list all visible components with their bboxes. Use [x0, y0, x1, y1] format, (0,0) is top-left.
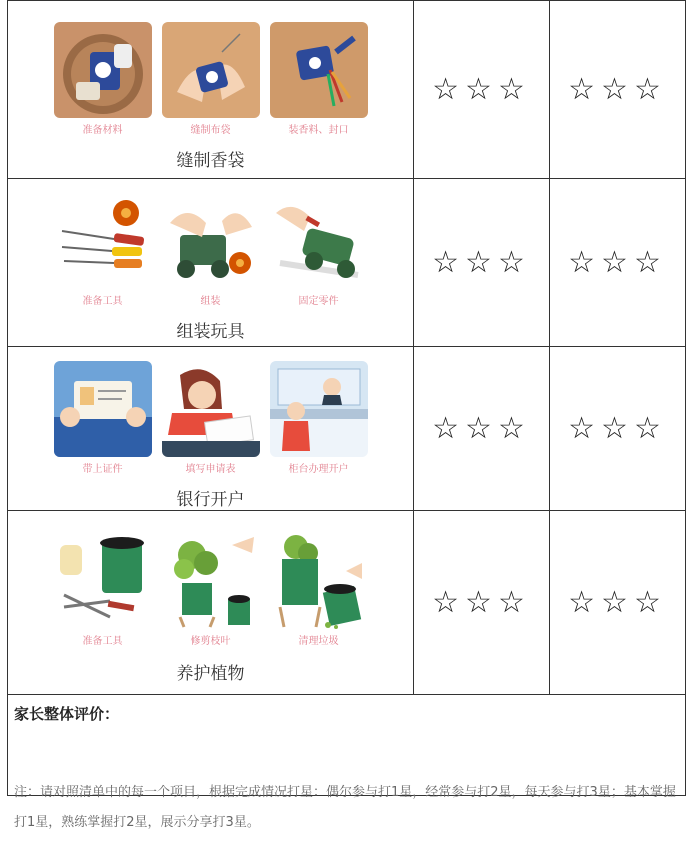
illustration-bank-counter: [270, 361, 368, 477]
star-rating[interactable]: ☆☆☆: [432, 245, 531, 280]
table-row: [8, 1, 686, 179]
illustration-bring-id: [54, 361, 152, 477]
task-title: 缝制香袋: [176, 151, 245, 171]
rating-cell-participation[interactable]: [414, 1, 550, 179]
star-rating[interactable]: ☆☆☆: [432, 585, 531, 620]
caption: 带上证件: [82, 464, 123, 475]
star-rating[interactable]: ☆☆☆: [568, 585, 667, 620]
footnote: 注：请对照清单中的每一个项目，根据完成情况打星：偶尔参与打1星，经常参与打2星，每天参与打3星；基本掌握打1星，熟练掌握打2星，展示分享打3星。: [14, 785, 676, 830]
caption: 填写申请表: [185, 464, 236, 475]
checklist-sheet: [7, 0, 684, 796]
rating-cell-participation[interactable]: [414, 511, 550, 695]
caption: 组装: [200, 296, 221, 307]
star-rating[interactable]: ☆☆☆: [568, 72, 667, 107]
caption: 准备材料: [82, 125, 123, 136]
caption: 固定零件: [298, 296, 339, 307]
caption: 清理垃圾: [298, 636, 339, 647]
task-title: 养护植物: [176, 664, 245, 684]
task-cell: [8, 511, 414, 695]
illustration-clean-up: [270, 533, 368, 649]
caption: 准备工具: [82, 636, 123, 647]
illustration-assemble: [162, 193, 260, 309]
star-rating[interactable]: ☆☆☆: [568, 245, 667, 280]
star-rating[interactable]: ☆☆☆: [568, 411, 667, 446]
illustration-gardening-tools: [54, 533, 152, 649]
illustration-sew-pouch: [162, 22, 260, 138]
illustration-prune-leaves: [162, 533, 260, 649]
rating-cell-participation[interactable]: [414, 347, 550, 511]
parent-eval-label: 家长整体评价：: [14, 705, 120, 723]
caption: 准备工具: [82, 296, 123, 307]
task-title: 组装玩具: [176, 322, 245, 342]
rating-cell-participation[interactable]: [414, 179, 550, 347]
star-rating[interactable]: ☆☆☆: [432, 72, 531, 107]
illustration-fix-parts: [270, 193, 368, 309]
task-table: [7, 0, 686, 796]
illustration-fill-form: [162, 361, 260, 477]
illustration-prepare-materials: [54, 22, 152, 138]
caption: 缝制布袋: [190, 125, 231, 136]
rating-cell-mastery[interactable]: [550, 511, 686, 695]
table-row: [8, 511, 686, 695]
rating-cell-mastery[interactable]: [550, 179, 686, 347]
caption: 柜台办理开户: [288, 464, 349, 475]
task-cell: [8, 347, 414, 511]
task-title: 银行开户: [176, 490, 245, 510]
table-row: [8, 347, 686, 511]
table-row: [8, 179, 686, 347]
illustration-fill-and-seal: [270, 22, 368, 138]
star-rating[interactable]: ☆☆☆: [432, 411, 531, 446]
caption: 装香料、封口: [288, 125, 349, 136]
caption: 修剪枝叶: [190, 636, 231, 647]
rating-cell-mastery[interactable]: [550, 347, 686, 511]
rating-cell-mastery[interactable]: [550, 1, 686, 179]
task-cell: [8, 1, 414, 179]
illustration-prepare-tools: [54, 193, 152, 309]
task-cell: [8, 179, 414, 347]
